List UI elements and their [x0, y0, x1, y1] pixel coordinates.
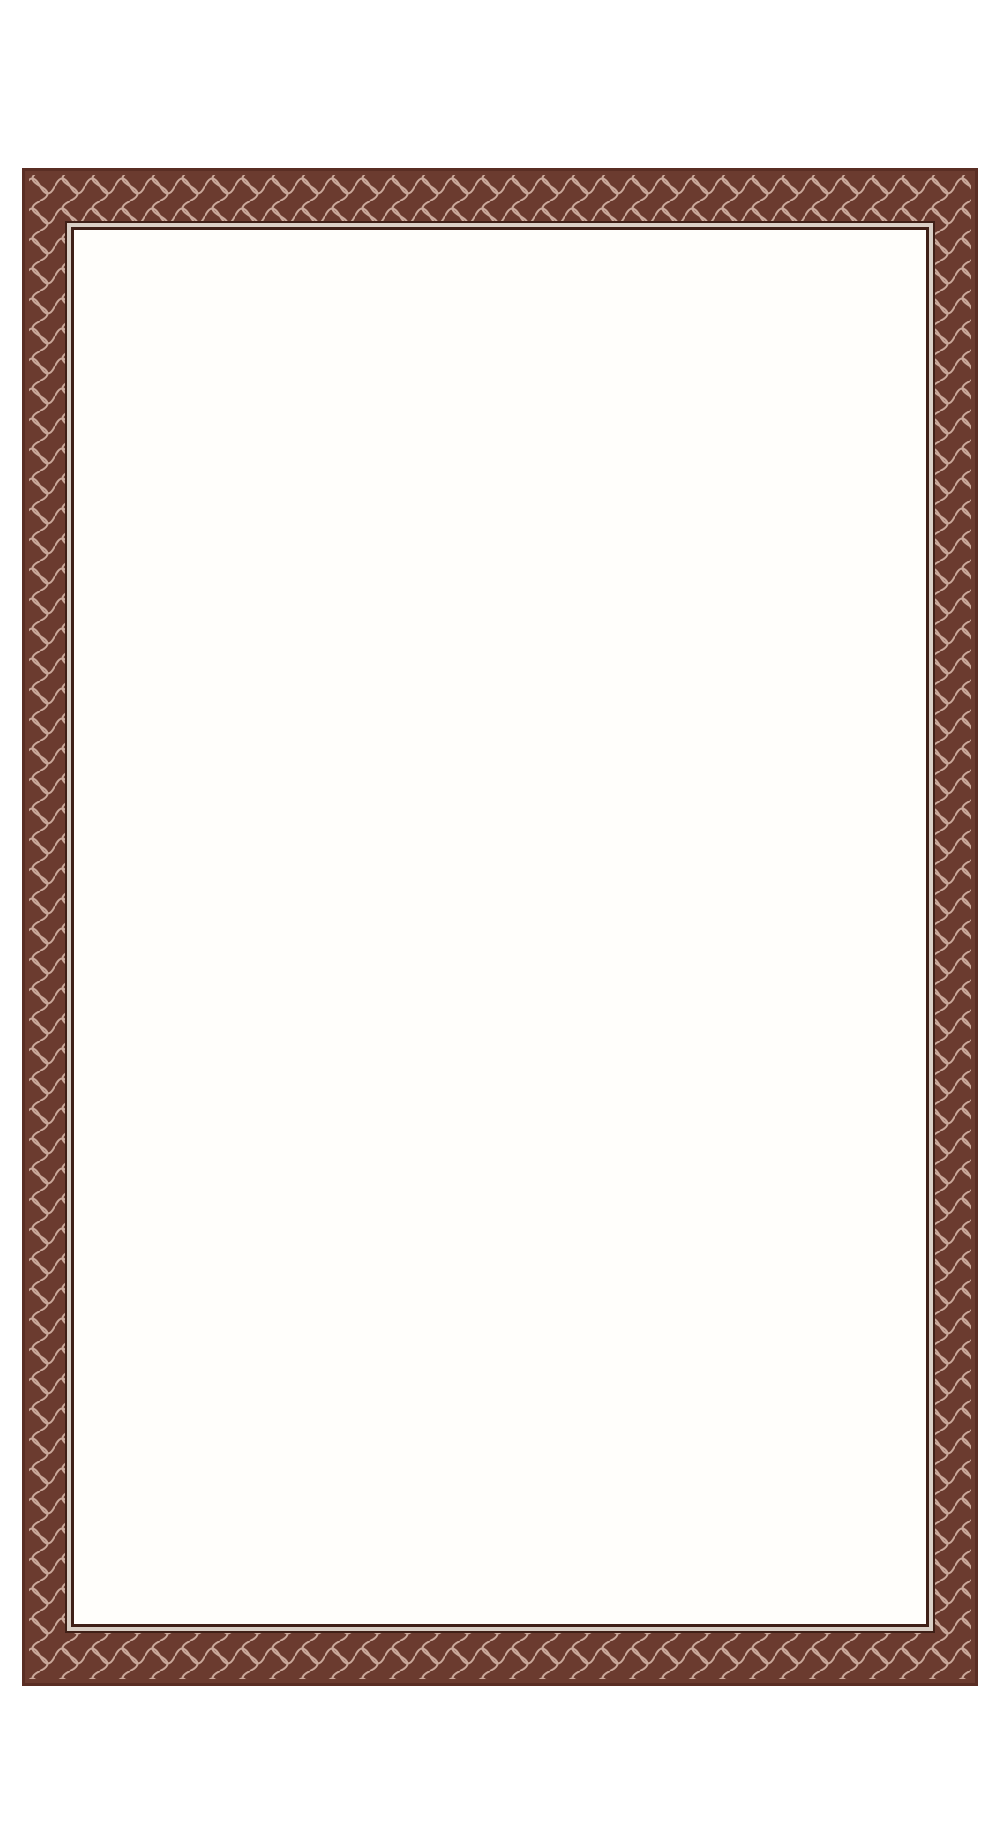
- ornamental-frame: [22, 168, 978, 1686]
- text-panel: [71, 227, 929, 1627]
- page-header: [22, 100, 978, 160]
